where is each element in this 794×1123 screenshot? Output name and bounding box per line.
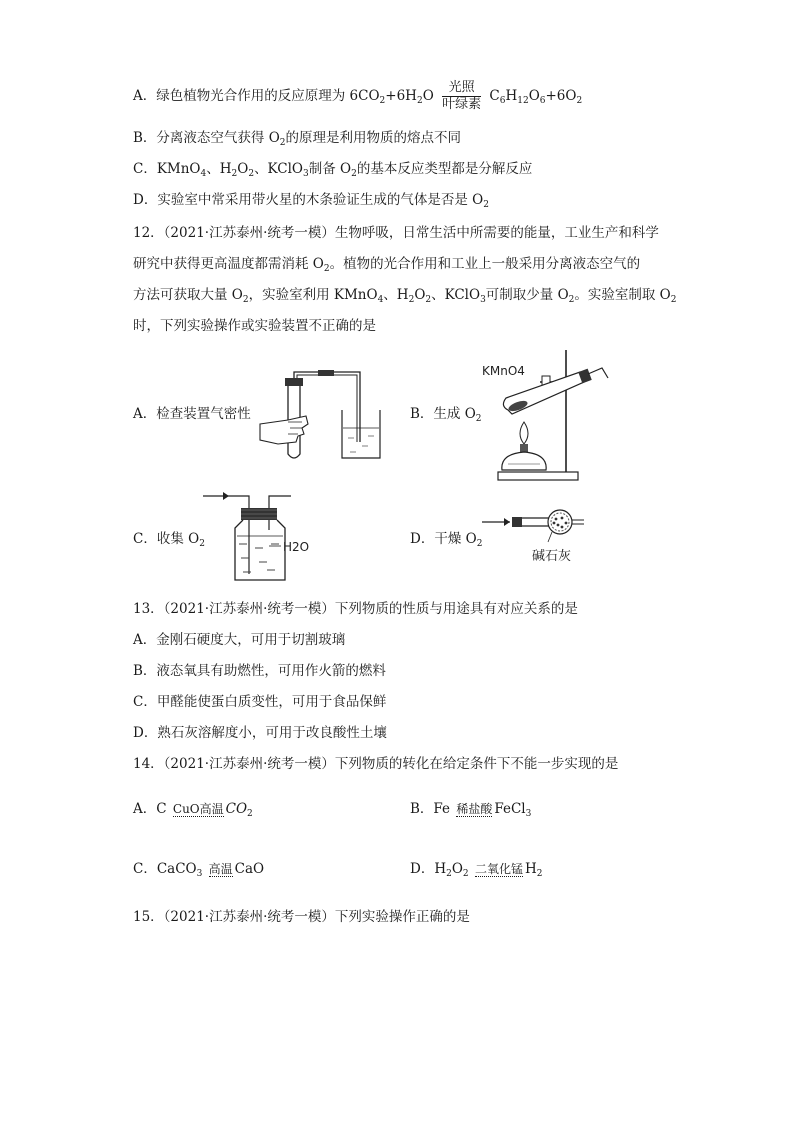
gas-collection-figure (203, 488, 323, 588)
q14-option-a: A．C CuO高温 $CO_2$ (133, 801, 253, 819)
q13-option-b: B．液态氧具有助燃性，可用作火箭的燃料 (133, 663, 386, 679)
q12-option-c-label: C．收集 $O_2$ (133, 531, 205, 549)
q14-option-d: D．$H_2O_2$ 二氧化锰 $H_2$ (410, 861, 543, 879)
q12-stem-line1: 12．（2021·江苏泰州·统考一模）生物呼吸，日常生活中所需要的能量，工业生产和科学 (133, 225, 659, 241)
q11-option-d: D．实验室中常采用带火星的木条验证生成的气体是否是 $O_2$ (133, 192, 489, 210)
q13-option-a: A．金刚石硬度大，可用于切割玻璃 (133, 632, 346, 648)
q13-option-d: D．熟石灰溶解度小，可用于改良酸性土壤 (133, 725, 387, 741)
q11-option-c: C．KMnO$_4$、$H_2O_2$、KClO$_3$制备 $O_2$的基本反应类型都是分解反应 (133, 161, 533, 179)
oxygen-generation-figure (480, 348, 620, 484)
q12-stem-line4: 时，下列实验操作或实验装置不正确的是 (133, 318, 376, 334)
q12-stem-line3: 方法可获取大量 $O_2$，实验室利用 KMnO$_4$、$H_2O_2$、KClO$_3$可制取少量 $O_2$。实验室制取 $O_2$ (133, 287, 677, 305)
q12-option-b-label: B．生成 $O_2$ (410, 406, 482, 424)
airtightness-check-figure (258, 362, 388, 462)
reaction-condition: $\frac{\text{光照}}{\text{叶绿素}}$ (442, 80, 482, 112)
q11-option-a: A．绿色植物光合作用的反应原理为 $6CO_2+6H_2O$ $\frac{\text{光照}}{\text{叶绿素}}$ $C_6H_{12}O_6+6O_2$ (133, 80, 583, 112)
drying-tube-figure (482, 510, 592, 570)
svg-text:碱石灰: 碱石灰 (532, 549, 572, 564)
q13-stem: 13．（2021·江苏泰州·统考一模）下列物质的性质与用途具有对应关系的是 (133, 601, 578, 617)
q11-option-b: B．分离液态空气获得 $O_2$的原理是利用物质的熔点不同 (133, 130, 462, 148)
q12-stem-line2: 研究中获得更高温度都需消耗 $O_2$。植物的光合作用和工业上一般采用分离液态空气的 (133, 256, 641, 274)
q14-option-c: C．CaCO$_3$ 高温 CaO (133, 861, 265, 879)
svg-text:H2O: H2O (283, 540, 310, 554)
q13-option-c: C．甲醛能使蛋白质变性，可用于食品保鲜 (133, 694, 387, 710)
q14-option-b: B．Fe 稀盐酸 FeCl$_3$ (410, 801, 532, 819)
q12-option-a-label: A．检查装置气密性 (133, 406, 251, 422)
q15-stem: 15．（2021·江苏泰州·统考一模）下列实验操作正确的是 (133, 909, 470, 925)
q12-option-d-label: D．干燥 $O_2$ (410, 531, 483, 549)
svg-text:KMnO4: KMnO4 (482, 364, 525, 378)
q14-stem: 14．（2021·江苏泰州·统考一模）下列物质的转化在给定条件下不能一步实现的是 (133, 756, 619, 772)
